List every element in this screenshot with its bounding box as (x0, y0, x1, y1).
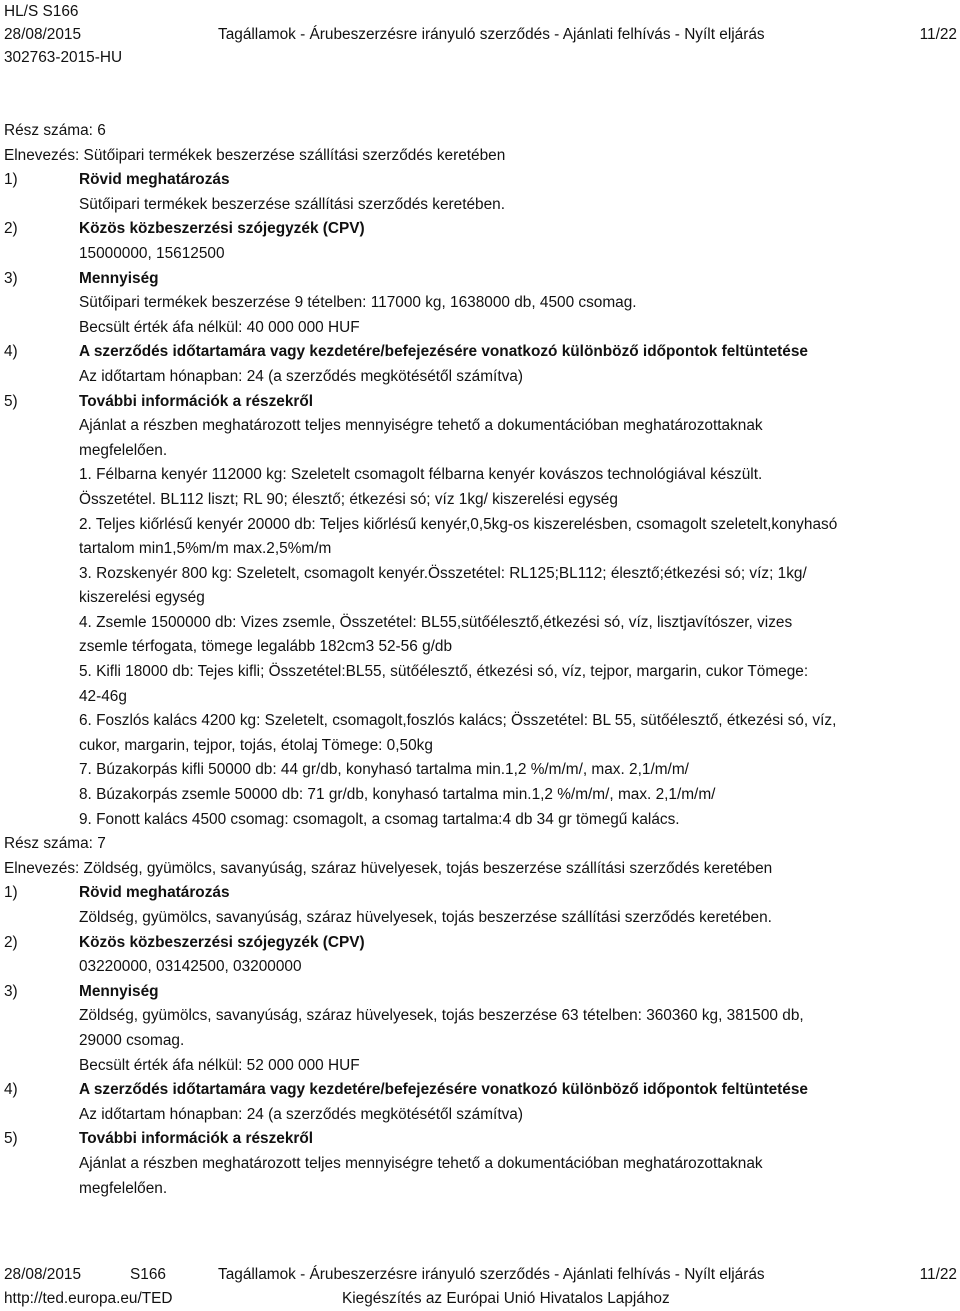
info-intro-line-1: Ajánlat a részben meghatározott teljes mennyiségre tehető a dokumentációban meghatározottaknak (79, 417, 763, 435)
part-7-section-2 (4, 931, 957, 980)
list-item (79, 660, 957, 709)
list-item (79, 709, 957, 758)
part-7-section-5 (4, 1127, 957, 1201)
section-number: 4) (4, 343, 18, 361)
page-header (4, 0, 957, 69)
document-body (4, 119, 957, 1201)
section-text: Zöldség, gyümölcs, savanyúság, száraz hüvelyesek, tojás beszerzése szállítási szerződés keretében. (79, 909, 772, 926)
footer-code: S166 (130, 1266, 166, 1283)
section-number: 3) (4, 269, 18, 287)
section-number: 4) (4, 1081, 18, 1099)
list-item (79, 463, 957, 512)
section-number: 5) (4, 392, 18, 410)
section-title: A szerződés időtartamára vagy kezdetére/befejezésére vonatkozó különböző időpontok feltüntetése (79, 343, 808, 361)
part-6-section-2 (4, 217, 957, 266)
section-number: 5) (4, 1130, 18, 1148)
estimated-value: Becsült érték áfa nélkül: 40 000 000 HUF (79, 318, 360, 336)
list-item-line: tartalom min1,5%m/m max.2,5%m/m (79, 540, 332, 558)
part-7-section-4 (4, 1078, 957, 1127)
part-6-section-5 (4, 390, 957, 833)
footer-page-number: 11/22 (919, 1266, 957, 1283)
header-reference: 302763-2015-HU (4, 49, 123, 66)
section-title: Mennyiség (79, 982, 159, 1000)
list-item-line: kiszerelési egység (79, 589, 205, 607)
list-item (79, 513, 957, 562)
section-number: 2) (4, 933, 18, 951)
list-item-line: 2. Teljes kiőrlésű kenyér 20000 db: Teljes kiőrlésű kenyér,0,5kg-os kiszerelésben, csomagolt szeletelt,konyhasó (79, 515, 838, 533)
part-6-section-1 (4, 168, 957, 217)
part-6-section-4 (4, 340, 957, 389)
footer-url[interactable]: http://ted.europa.eu/TED (4, 1290, 173, 1307)
section-title: Rövid meghatározás (79, 884, 230, 902)
section-number: 3) (4, 982, 18, 1000)
part-6-name: Elnevezés: Sütőipari termékek beszerzése szállítási szerződés keretében (4, 146, 506, 164)
list-item-line: 5. Kifli 18000 db: Tejes kifli; Összetétel:BL55, sütőélesztő, étkezési só, víz, tejpor, margarin, cukor Tömege: (79, 663, 809, 681)
cpv-codes: 15000000, 15612500 (79, 244, 225, 262)
list-item (79, 758, 957, 783)
header-page-number: 11/22 (919, 26, 957, 43)
list-item (79, 611, 957, 660)
header-date: 28/08/2015 (4, 26, 82, 43)
list-item-line: 42-46g (79, 687, 127, 705)
list-item-line: cukor, margarin, tejpor, tojás, étolaj Tömege: 0,50kg (79, 736, 433, 754)
list-item-line: zsemle térfogata, tömege legalább 182cm3 52-56 g/db (79, 638, 453, 656)
info-intro-line-1: Ajánlat a részben meghatározott teljes mennyiségre tehető a dokumentációban meghatározottaknak (79, 1154, 763, 1172)
section-title: Közös közbeszerzési szójegyzék (CPV) (79, 933, 365, 951)
header-series: HL/S S166 (4, 3, 79, 20)
section-title: Rövid meghatározás (79, 171, 230, 189)
list-item (79, 562, 957, 611)
section-text: Sütőipari termékek beszerzése szállítási szerződés keretében. (79, 195, 506, 213)
cpv-codes: 03220000, 03142500, 03200000 (79, 958, 302, 976)
section-title: A szerződés időtartamára vagy kezdetére/befejezésére vonatkozó különböző időpontok feltüntetése (79, 1081, 808, 1099)
part-7-section-3 (4, 980, 957, 1078)
list-item-line: 7. Búzakorpás kifli 50000 db: 44 gr/db, konyhasó tartalma min.1,2 %/m/m/, max. 2,1/m/m/ (79, 761, 689, 779)
duration-text: Az időtartam hónapban: 24 (a szerződés megkötésétől számítva) (79, 1105, 523, 1123)
duration-text: Az időtartam hónapban: 24 (a szerződés megkötésétől számítva) (79, 367, 523, 385)
estimated-value: Becsült érték áfa nélkül: 52 000 000 HUF (79, 1056, 360, 1074)
footer-title: Tagállamok - Árubeszerzésre irányuló szerződés - Ajánlati felhívás - Nyílt eljárás (218, 1266, 765, 1283)
section-number: 2) (4, 220, 18, 238)
section-title: Mennyiség (79, 269, 159, 287)
list-item-line: 8. Búzakorpás zsemle 50000 db: 71 gr/db, konyhasó tartalma min.1,2 %/m/m/, max. 2,1/m/m/ (79, 786, 716, 804)
list-item-line: 6. Foszlós kalács 4200 kg: Szeletelt, csomagolt,foszlós kalács; Összetétel: BL 55, sütőélesztő, étkezési só, víz, (79, 712, 837, 730)
page-footer (4, 1263, 957, 1311)
quantity-text-line-1: Zöldség, gyümölcs, savanyúság, száraz hüvelyesek, tojás beszerzése 63 tételben: 360360 kg, 381500 db, (79, 1007, 804, 1025)
list-item (79, 808, 957, 833)
part-7-name: Elnevezés: Zöldség, gyümölcs, savanyúság, száraz hüvelyesek, tojás beszerzése szállítási szerződés keretében (4, 859, 773, 877)
section-title: Közös közbeszerzési szójegyzék (CPV) (79, 220, 365, 238)
part-7-section-1 (4, 881, 957, 930)
section-number: 1) (4, 171, 18, 189)
section-title: További információk a részekről (79, 392, 314, 410)
list-item-line: 1. Félbarna kenyér 112000 kg: Szeletelt csomagolt félbarna kenyér kovászos technológiával készült. (79, 466, 763, 484)
footer-supplement: Kiegészítés az Európai Unió Hivatalos Lapjához (342, 1290, 670, 1307)
section-number: 1) (4, 884, 18, 902)
footer-date: 28/08/2015 (4, 1266, 82, 1283)
part-7-number: Rész száma: 7 (4, 835, 106, 853)
quantity-text-line-2: 29000 csomag. (79, 1031, 185, 1049)
list-item-line: 3. Rozskenyér 800 kg: Szeletelt, csomagolt kenyér.Összetétel: RL125;BL112; élesztő;étkezési só; víz; 1kg/ (79, 564, 807, 582)
part-6-number: Rész száma: 6 (4, 122, 106, 139)
list-item-line: 4. Zsemle 1500000 db: Vizes zsemle, Összetétel: BL55,sütőélesztő,étkezési só, víz, lisztjavítószer, vizes (79, 613, 793, 631)
quantity-text: Sütőipari termékek beszerzése 9 tételben: 117000 kg, 1638000 db, 4500 csomag. (79, 294, 637, 312)
list-item-line: 9. Fonott kalács 4500 csomag: csomagolt, a csomag tartalma:4 db 34 gr tömegű kalács. (79, 810, 680, 828)
list-item (79, 783, 957, 808)
info-intro-line-2: megfelelően. (79, 1179, 168, 1197)
section-title: További információk a részekről (79, 1130, 314, 1148)
info-intro-line-2: megfelelően. (79, 441, 168, 459)
list-item-line: Összetétel. BL112 liszt; RL 90; élesztő; étkezési só; víz 1kg/ kiszerelési egység (79, 490, 618, 508)
header-title: Tagállamok - Árubeszerzésre irányuló szerződés - Ajánlati felhívás - Nyílt eljárás (218, 26, 765, 43)
part-6-section-3 (4, 267, 957, 341)
